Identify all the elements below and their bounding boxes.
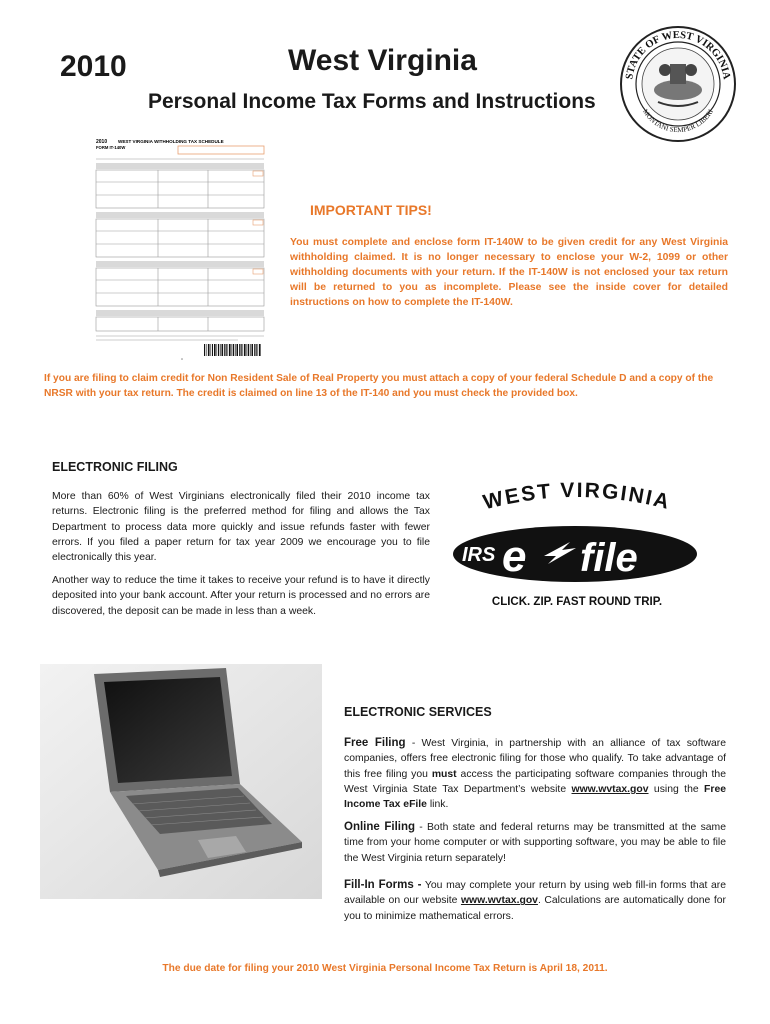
free-filing-paragraph <box>344 736 726 812</box>
free-filing-text-2: access the participating software companies through the West Virginia State Tax Department’s website <box>344 768 726 795</box>
free-filing-label: Free Filing <box>344 737 406 749</box>
direct-deposit-paragraph: Another way to reduce the time it takes to receive your refund is to have it directly deposited into your bank account. After your return is processed and no errors are discovered, the deposit can be made in less than a week. <box>52 575 430 617</box>
free-filing-text-4: link. <box>426 799 449 811</box>
free-filing-text: - West Virginia, in partnership with an alliance of tax software companies, offers free electronic filing for those who qualify. To take advantage of this free filing you <box>344 738 727 780</box>
seal-ring-text: STATE OF WEST VIRGINIA <box>624 29 732 81</box>
wvtax-link[interactable]: www.wvtax.gov <box>571 783 649 795</box>
wv-efile-logo <box>452 478 702 618</box>
tax-year: 2010 <box>60 50 127 83</box>
fill-in-forms-paragraph <box>344 878 726 924</box>
due-date-notice: The due date for filing your 2010 West Virginia Personal Income Tax Return is April 18, 2011. <box>162 963 608 974</box>
free-filing-text-3: using the <box>648 783 705 795</box>
important-tips-heading: IMPORTANT TIPS! <box>310 202 432 218</box>
form-thumb-section <box>96 261 264 306</box>
online-filing-text: - Both state and federal returns may be transmitted at the same time from your home computer or with supporting software, you may be able to file the West Virginia return separately! <box>344 822 726 864</box>
form-thumb-section <box>96 163 264 208</box>
electronic-filing-heading: ELECTRONIC FILING <box>52 460 178 474</box>
efile-logo-e: e <box>502 532 527 581</box>
form-thumb-section <box>96 212 264 257</box>
laptop-photo <box>40 664 322 899</box>
must-emphasis: must <box>431 768 457 780</box>
form-thumb-year: 2010 <box>96 139 108 145</box>
free-income-tax-efile-link-name: Free Income Tax eFile <box>344 783 726 811</box>
wvtax-link-2[interactable]: www.wvtax.gov <box>460 895 538 907</box>
efile-logo-irs: IRS <box>462 544 496 566</box>
important-tips-text: You must complete and enclose form IT-140W to be given credit for any West Virginia withholding claimed. It is no longer necessary to enclose your W-2, 1099 or other withholding documents with your return. If the IT-140W is not enclosed your tax return will be returned to you as incomplete. Please see the inside cover for detailed instructions on how to complete the IT-140W. <box>290 237 728 308</box>
svg-text:WEST VIRGINIA <box>481 479 673 514</box>
form-it140w-thumbnail <box>88 132 270 364</box>
form-thumb-title: WEST VIRGINIA WITHHOLDING TAX SCHEDULE <box>118 139 224 144</box>
nrsr-notice: If you are filing to claim credit for Non Resident Sale of Real Property you must attach a copy of your federal Schedule D and a copy of the NRSR with your tax return. The credit is claimed on line 13 of the IT-140 and you must check the provided box. <box>44 373 714 399</box>
form-thumb-barcode <box>204 344 261 356</box>
form-thumb-section <box>96 310 264 331</box>
electronic-services-heading: ELECTRONIC SERVICES <box>344 705 492 719</box>
efile-logo-file: file <box>580 536 638 580</box>
form-thumb-id: FORM IT-140W <box>96 145 126 150</box>
page-title: West Virginia <box>288 44 477 77</box>
online-filing-paragraph <box>344 820 726 866</box>
page-subtitle: Personal Income Tax Forms and Instructions <box>148 90 596 113</box>
electronic-filing-paragraph: More than 60% of West Virginians electronically filed their 2010 income tax returns. Electronic filing is the preferred method for filing and allows the Tax Department to process data more quickly and issue refunds faster with fewer errors. If you filed a paper return for tax year 2009 we encourage you to file electronically this year. <box>52 491 430 564</box>
state-seal-image <box>618 24 738 144</box>
efile-logo-tagline: CLICK. ZIP. FAST ROUND TRIP. <box>491 596 663 608</box>
fill-in-forms-text-2: . Calculations are automatically done for you to minimize mathematical errors. <box>344 895 726 922</box>
fill-in-forms-text: You may complete your return by using web fill-in forms that are available on our website <box>344 880 726 907</box>
efile-logo-arc-text: WEST VIRGINIA <box>480 478 674 515</box>
fill-in-forms-label: Fill-In Forms - <box>344 879 422 891</box>
online-filing-label: Online Filing <box>344 821 416 833</box>
seal-motto-text: MONTANI SEMPER LIBERI <box>641 107 715 135</box>
